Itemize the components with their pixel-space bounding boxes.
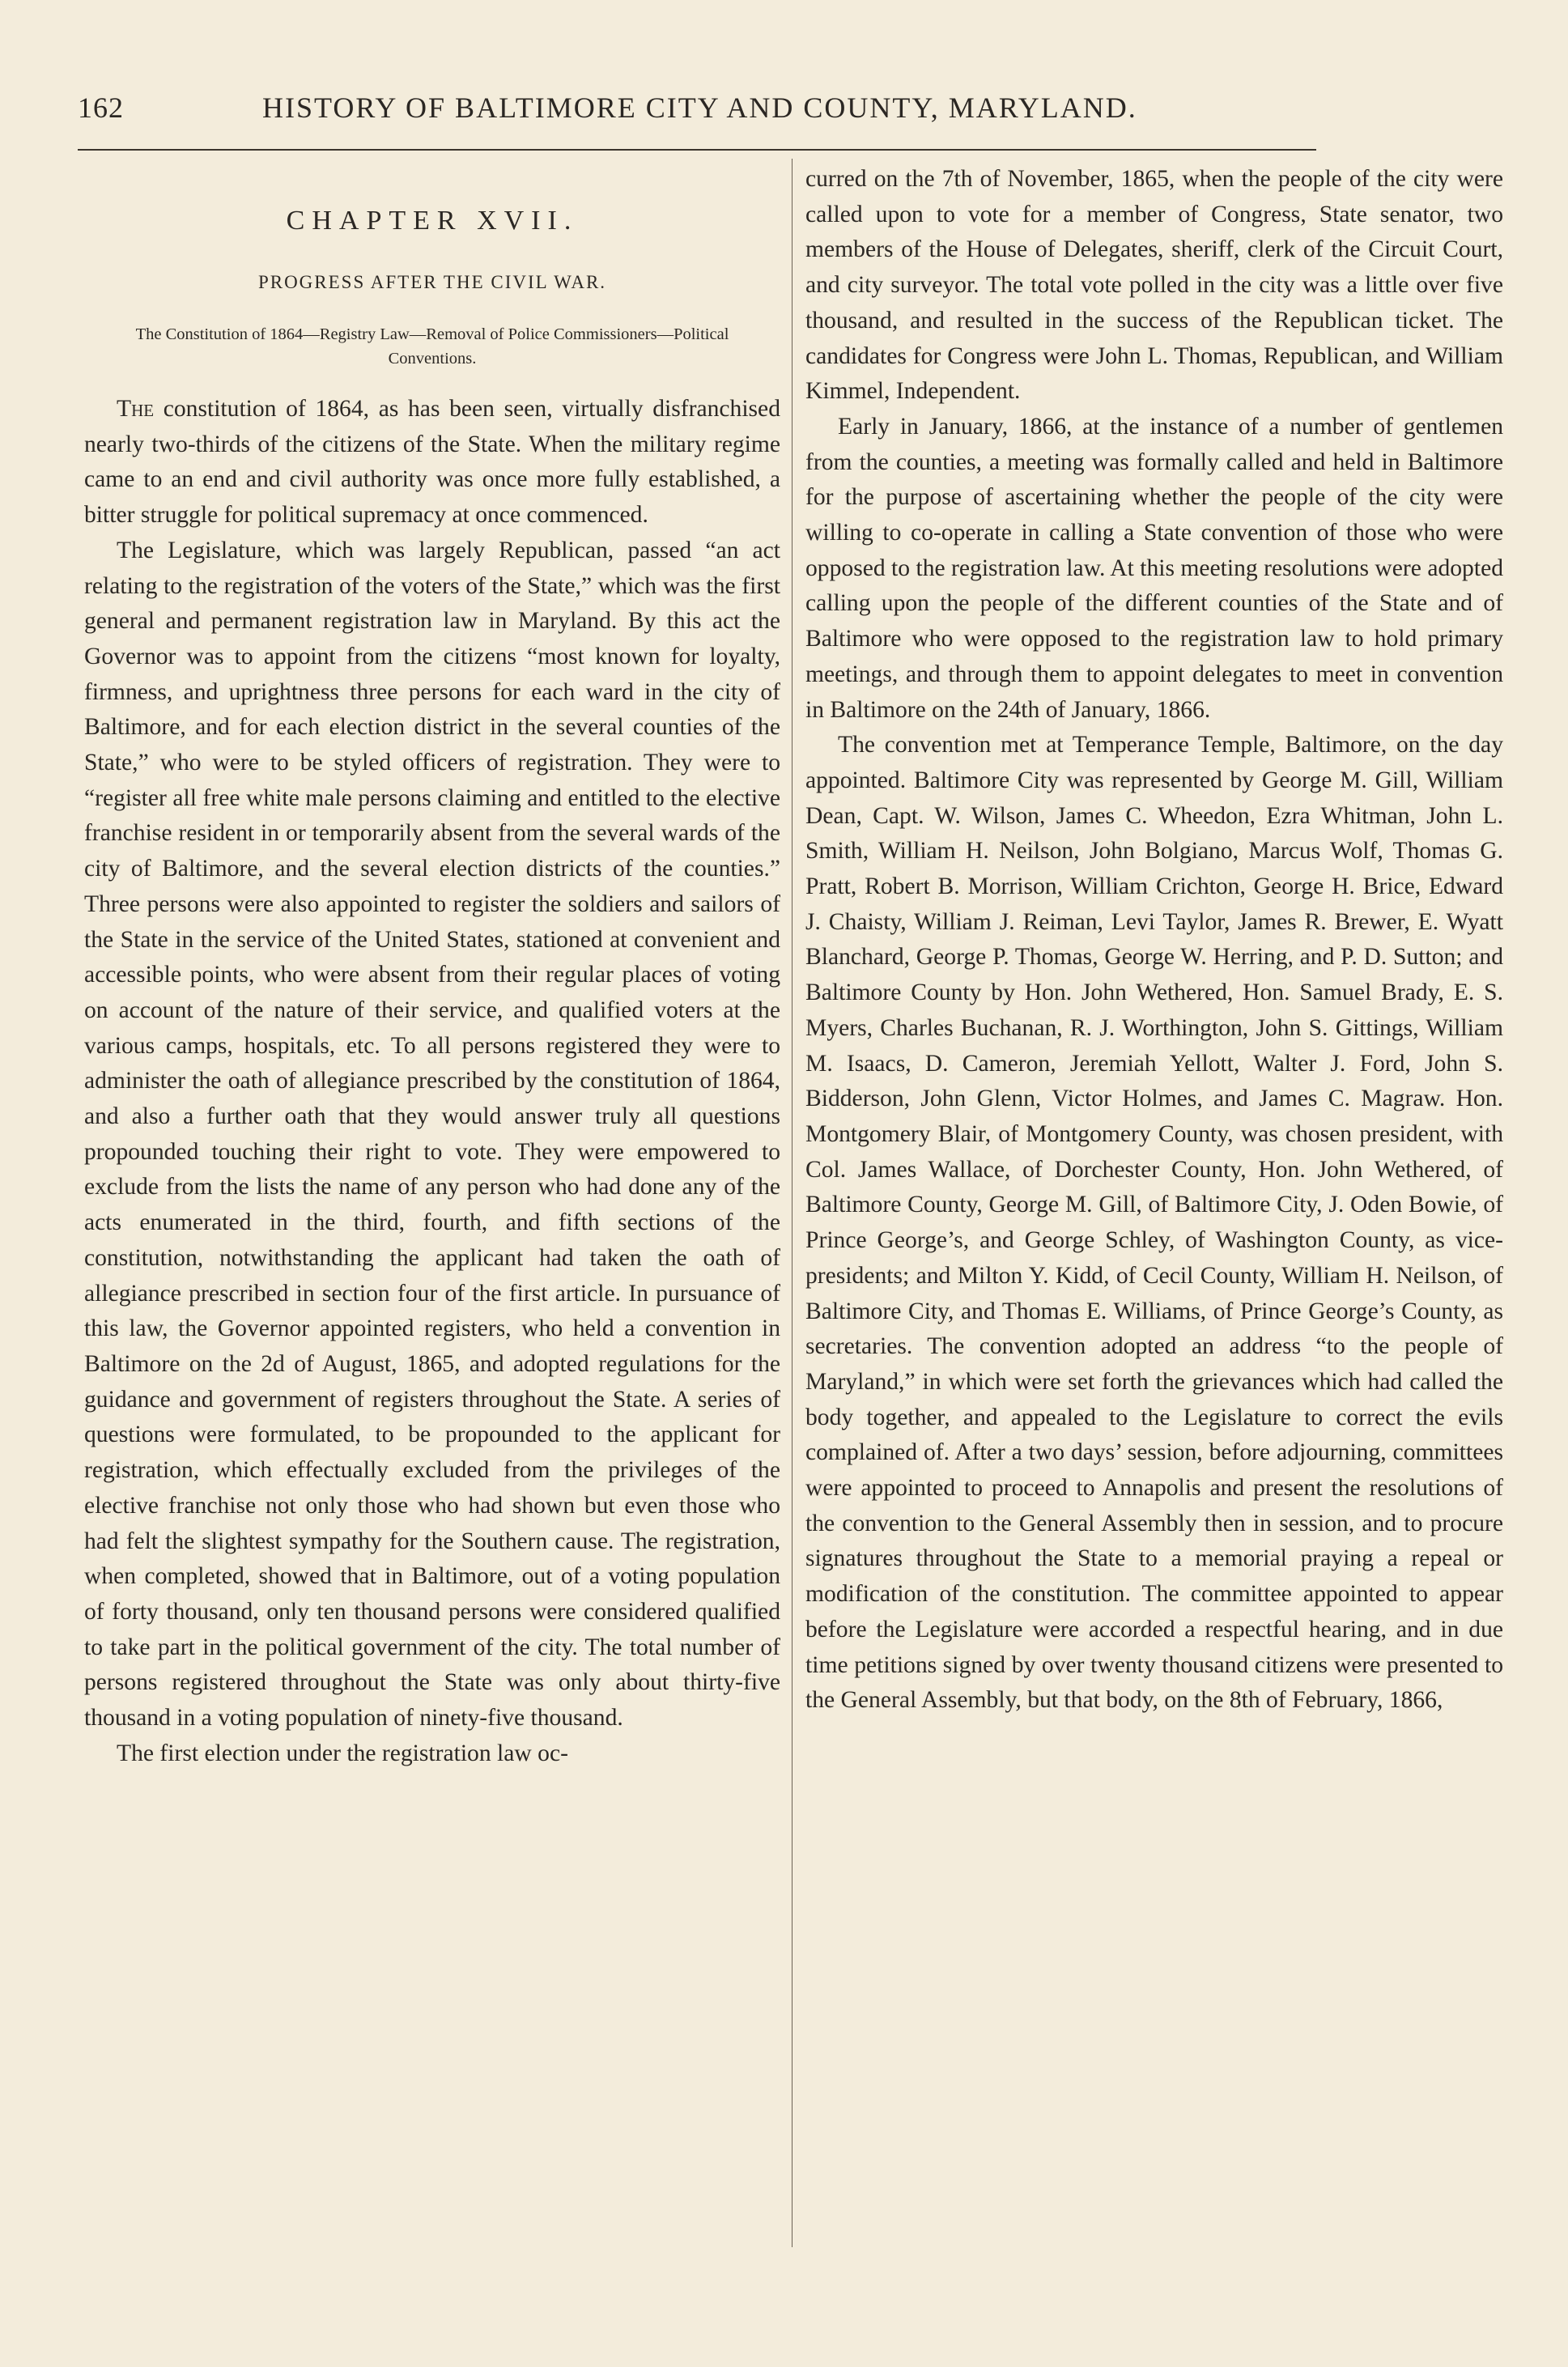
- paragraph: The Legislature, which was largely Republican, passed “an act relating to the registration of the voters of the State,” which was the first general and permanent registration law in Maryland. By this act the Governor was to appoint from the citizens “most known for loyalty, firmness, and uprightness three persons for each ward in the city of Baltimore, and for each election district in the several counties of the State,” who were to be styled officers of registration. They were to “register all free white male persons claiming and entitled to the elective franchise resident in or temporarily absent from the several wards of the city of Baltimore, and the several election districts of the counties.” Three persons were also appointed to register the soldiers and sailors of the State in the service of the United States, stationed at convenient and accessible points, who were absent from their regular places of voting on account of the nature of their service, and qualified voters at the various camps, hospitals, etc. To all persons registered they were to administer the oath of allegiance prescribed by the constitution of 1864, and also a further oath that they would answer truly all questions propounded touching their right to vote. They were empowered to exclude from the lists the name of any person who had done any of the acts enumerated in the third, fourth, and fifth sections of the constitution, notwithstanding the applicant had taken the oath of allegiance prescribed in section four of the first article. In pursuance of this law, the Governor appointed registers, who held a convention in Baltimore on the 2d of August, 1865, and adopted regulations for the guidance and government of registers throughout the State. A series of questions were formulated, to be propounded to the applicant for registration, which effectually excluded from the privileges of the elective franchise not only those who had shown but even those who had felt the slightest sympathy for the Southern cause. The registration, when completed, showed that in Baltimore, out of a voting population of forty thousand, only ten thousand persons were considered qualified to take part in the political government of the city. The total number of persons registered throughout the State was only about thirty-five thousand in a voting population of ninety-five thousand.: [84, 537, 780, 1732]
- chapter-title: CHAPTER XVII.: [286, 206, 579, 236]
- running-head: [78, 91, 1317, 131]
- chapter-synopsis: The Constitution of 1864—Registry Law—Removal of Police Commissioners—Political Conventions.: [135, 325, 729, 368]
- paragraph: The first election under the registration law oc-: [117, 1740, 568, 1766]
- paragraph: The convention met at Temperance Temple, Baltimore, on the day appointed. Baltimore City was represented by George M. Gill, William Dean, Capt. W. Wilson, James C. Wheedon, Ezra Whitman, John L. Smith, William H. Neilson, John Bolgiano, Marcus Wolf, Thomas G. Pratt, Robert B. Morrison, William Crichton, George H. Brice, Edward J. Chaisty, William J. Reiman, Levi Taylor, James R. Brewer, E. Wyatt Blanchard, George P. Thomas, George W. Herring, and P. D. Sutton; and Baltimore County by Hon. John Wethered, Hon. Samuel Brady, E. S. Myers, Charles Buchanan, R. J. Worthington, John S. Gittings, William M. Isaacs, D. Cameron, Jeremiah Yellott, Walter J. Ford, John S. Bidderson, John Glenn, Victor Holmes, and James C. Magraw. Hon. Montgomery Blair, of Montgomery County, was chosen president, with Col. James Wallace, of Dorchester County, Hon. John Wethered, of Baltimore County, George M. Gill, of Baltimore City, J. Oden Bowie, of Prince George’s, and George Schley, of Washington County, as vice-presidents; and Milton Y. Kidd, of Cecil County, William H. Neilson, of Baltimore City, and Thomas E. Williams, of Prince George’s County, as secretaries. The convention adopted an address “to the people of Maryland,” in which were set forth the grievances which had called the body together, and appealed to the Legislature to correct the evils complained of. After a two days’ session, before adjourning, committees were appointed to proceed to Annapolis and present the resolutions of the convention to the General Assembly then in session, and to procure signatures throughout the State to a memorial praying a repeal or modification of the constitution. The committee appointed to appear before the Legislature were accorded a respectful hearing, and in due time petitions signed by over twenty thousand citizens were presented to the General Assembly, but that body, on the 8th of February, 1866,: [805, 732, 1503, 1714]
- running-title: HISTORY OF BALTIMORE CITY AND COUNTY, MARYLAND.: [262, 91, 1137, 124]
- left-column: [84, 162, 780, 1771]
- page-number: 162: [78, 91, 124, 124]
- header-rule: [78, 149, 1316, 151]
- right-column: [805, 162, 1503, 1719]
- lead-word: The: [117, 396, 155, 422]
- paragraph-text: constitution of 1864, as has been seen, virtually disfranchised nearly two-thirds of the citizens of the State. When the military regime came to an end and civil authority was once more fully established, a bitter struggle for political supremacy at once commenced.: [84, 396, 780, 529]
- paragraph: curred on the 7th of November, 1865, when the people of the city were called upon to vote for a member of Congress, State senator, two members of the House of Delegates, sheriff, clerk of the Circuit Court, and city surveyor. The total vote polled in the city was a little over five thousand, and resulted in the success of the Republican ticket. The candidates for Congress were John L. Thomas, Republican, and William Kimmel, Independent.: [805, 166, 1503, 405]
- paragraph: Early in January, 1866, at the instance of a number of gentlemen from the counties, a meeting was formally called and held in Baltimore for the purpose of ascertaining whether the people of the city were willing to co-operate in calling a State convention of those who were opposed to the registration law. At this meeting resolutions were adopted calling upon the people of the different counties of the State and of Baltimore who were opposed to the registration law to hold primary meetings, and through them to appoint delegates to meet in convention in Baltimore on the 24th of January, 1866.: [805, 413, 1503, 723]
- paragraph: [84, 392, 780, 533]
- chapter-subtitle: PROGRESS AFTER THE CIVIL WAR.: [257, 272, 607, 292]
